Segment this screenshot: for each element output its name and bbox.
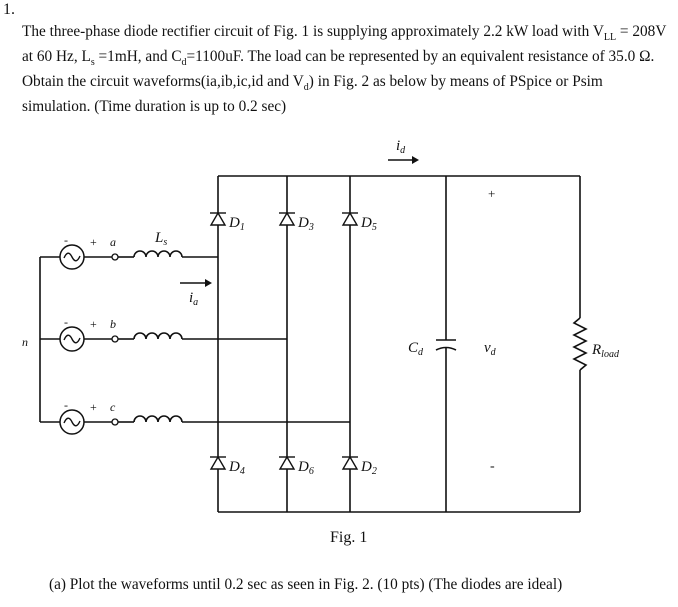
label-rload: $R_{load}$ [592, 342, 619, 360]
resistor-rload [574, 176, 586, 512]
diode-label-d5: $D_5$ [361, 215, 377, 233]
label-cd: $C_d$ [408, 340, 424, 358]
source-a [60, 245, 84, 269]
capacitor-cd [436, 176, 456, 512]
source-c [60, 410, 84, 434]
diode-d3 [279, 213, 295, 225]
source-c-plus: + [90, 400, 97, 414]
diode-label-d6: $D_6$ [298, 459, 314, 477]
label-neutral: n [22, 335, 28, 349]
terminal-c [112, 419, 118, 425]
phase-label-b: b [110, 317, 116, 331]
diode-d5 [342, 213, 358, 225]
source-c-minus: - [64, 398, 68, 412]
diode-label-d3: $D_3$ [298, 215, 314, 233]
inductor-c [134, 416, 182, 422]
diode-d2 [342, 457, 358, 469]
inductor-b [134, 333, 182, 339]
arrow-ia [180, 279, 212, 287]
phase-label-c: c [110, 400, 116, 414]
problem-statement: The three-phase diode rectifier circuit of Fig. 1 is supplying approximately 2.2 kW load with $V_{LL} = 208V$ at 60 Hz, $L_s =1mH$, and $C_d=1100uF$. The load can be represented by an equivalent resistance of 35.0 Ω. Obtain the circuit waveforms(ia,ib,ic,id and $V_d$) in Fig. 2 as below by means of PSpice or Psim simulation. (Time duration is up to 0.2 sec) [22, 23, 667, 116]
diode-label-d4: $D_4$ [229, 459, 245, 477]
vd-plus: + [488, 186, 496, 201]
diode-d4 [210, 457, 226, 469]
vd-minus: - [490, 459, 495, 474]
question-number: 1. [3, 1, 15, 18]
source-b [60, 327, 84, 351]
diode-label-d2: $D_2$ [361, 459, 377, 477]
source-a-plus: + [90, 235, 97, 249]
question-part-a: (a) Plot the waveforms until 0.2 sec as seen in Fig. 2. (10 pts) (The diodes are ideal) [49, 576, 563, 593]
source-b-minus: - [64, 315, 68, 329]
label-ia: $i_a$ [189, 290, 199, 308]
phase-label-a: a [110, 235, 116, 249]
terminal-b [112, 336, 118, 342]
terminal-a [112, 254, 118, 260]
source-a-minus: - [64, 233, 68, 247]
diode-d6 [279, 457, 295, 469]
label-vd: $v_d$ [484, 340, 496, 358]
inductor-a [134, 251, 182, 257]
arrow-id [388, 156, 419, 164]
diode-label-d1: $D_1$ [229, 215, 245, 233]
source-b-plus: + [90, 317, 97, 331]
label-ls: $L_s$ [155, 230, 168, 248]
diode-d1 [210, 213, 226, 225]
label-id: $i_d$ [396, 138, 406, 156]
figure-caption: Fig. 1 [330, 529, 368, 546]
